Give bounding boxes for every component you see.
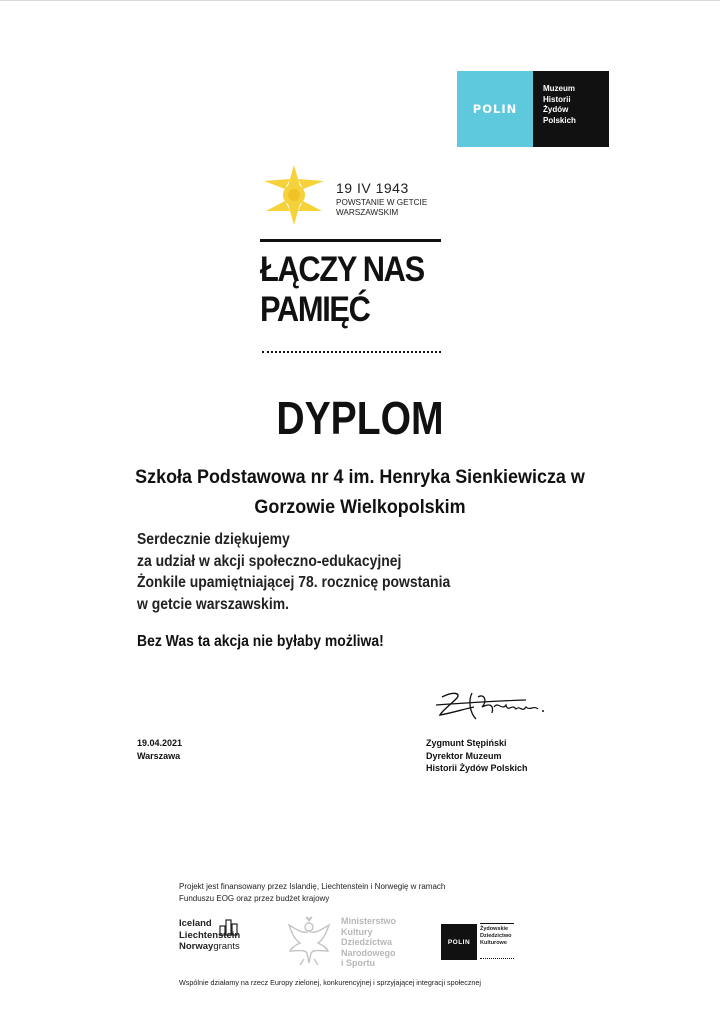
issue-date: 19.04.2021 xyxy=(137,738,183,748)
eea-grants: grants xyxy=(213,941,240,952)
top-border xyxy=(0,0,720,1)
eea-line: Iceland xyxy=(179,918,212,929)
thanks-line: Serdecznie dziękujemy xyxy=(137,531,290,548)
school-name xyxy=(102,462,617,522)
eea-line: Liechtenstein xyxy=(179,929,241,941)
heritage-logo-text xyxy=(480,926,511,947)
footer-slogan: Wspólnie działamy na rzecz Europy zielonej, konkurencyjnej i sprzyjającej integracji społecznej xyxy=(179,978,482,987)
divider-dotted xyxy=(262,351,441,353)
signatory-name: Zygmunt Stępiński xyxy=(426,738,507,748)
daffodil-icon xyxy=(262,164,326,224)
polin-logo-text xyxy=(533,71,609,147)
heritage-line: Żydowskie xyxy=(480,926,509,932)
polin-small-logo xyxy=(441,924,477,960)
issue-date-block xyxy=(137,737,182,762)
campaign-subtitle-line: POWSTANIE W GETCIE xyxy=(336,198,428,207)
polin-logo-brand: POLIN xyxy=(472,102,518,116)
funding-line: Projekt jest finansowany przez Islandię, Liechtenstein i Norwegię w ramach xyxy=(179,882,446,891)
heritage-dotted-rule xyxy=(480,958,514,959)
eagle-emblem xyxy=(286,915,332,967)
polin-logo-line: Żydów xyxy=(543,105,569,114)
campaign-date: 19 IV 1943 xyxy=(336,180,409,196)
eea-grants-logo xyxy=(179,918,259,966)
school-name-line: Gorzowie Wielkopolskim xyxy=(254,496,466,518)
diploma-title: DYPLOM xyxy=(276,392,444,444)
funding-line: Funduszu EOG oraz przez budżet krajowy xyxy=(179,893,330,903)
signatory-block xyxy=(426,737,528,775)
funding-note xyxy=(179,881,445,904)
school-name-line: Szkoła Podstawowa nr 4 im. Henryka Sienkiewicza w xyxy=(135,466,585,488)
handwritten-signature xyxy=(434,683,554,727)
heritage-line: Kulturowe xyxy=(480,940,507,946)
eea-line xyxy=(179,941,259,953)
polin-museum-logo xyxy=(457,71,609,147)
polin-logo-line: Historii xyxy=(543,94,571,104)
thanks-line: za udział w akcji społeczno-edukacyjnej xyxy=(137,552,402,570)
ministry-line: i Sportu xyxy=(341,958,375,968)
polin-logo-line: Polskich xyxy=(543,115,576,125)
campaign-subtitle-line: WARSZAWSKIM xyxy=(336,208,399,217)
polin-logo-line: Muzeum xyxy=(543,84,575,93)
issue-place: Warszawa xyxy=(137,750,181,761)
signatory-title-line: Historii Żydów Polskich xyxy=(426,763,528,773)
ministry-line: Kultury xyxy=(341,926,373,937)
polin-small-brand: POLIN xyxy=(447,938,471,946)
campaign-slogan xyxy=(260,250,424,330)
ministry-logo-text xyxy=(341,916,396,969)
campaign-subtitle xyxy=(336,198,466,218)
slogan-line: ŁĄCZY NAS xyxy=(260,250,424,289)
eea-mark-icon xyxy=(219,918,239,936)
polin-logo-mark xyxy=(457,71,533,147)
ministry-line: Ministerstwo xyxy=(341,916,397,926)
thanks-text xyxy=(137,529,450,615)
ministry-line: Dziedzictwa xyxy=(341,937,393,947)
eea-norway: Norway xyxy=(179,941,214,952)
signatory-title-line: Dyrektor Muzeum xyxy=(426,750,502,761)
slogan-line: PAMIĘĆ xyxy=(260,290,370,329)
thanks-line: w getcie warszawskim. xyxy=(137,595,289,613)
heritage-rule xyxy=(480,923,514,924)
divider-thick xyxy=(260,239,441,242)
thanks-line: Żonkile upamiętniającej 78. rocznicę powstania xyxy=(137,574,451,591)
closing-text: Bez Was ta akcja nie byłaby możliwa! xyxy=(137,633,384,650)
ministry-line: Narodowego xyxy=(341,947,396,958)
heritage-line: Dziedzictwo xyxy=(480,933,512,939)
